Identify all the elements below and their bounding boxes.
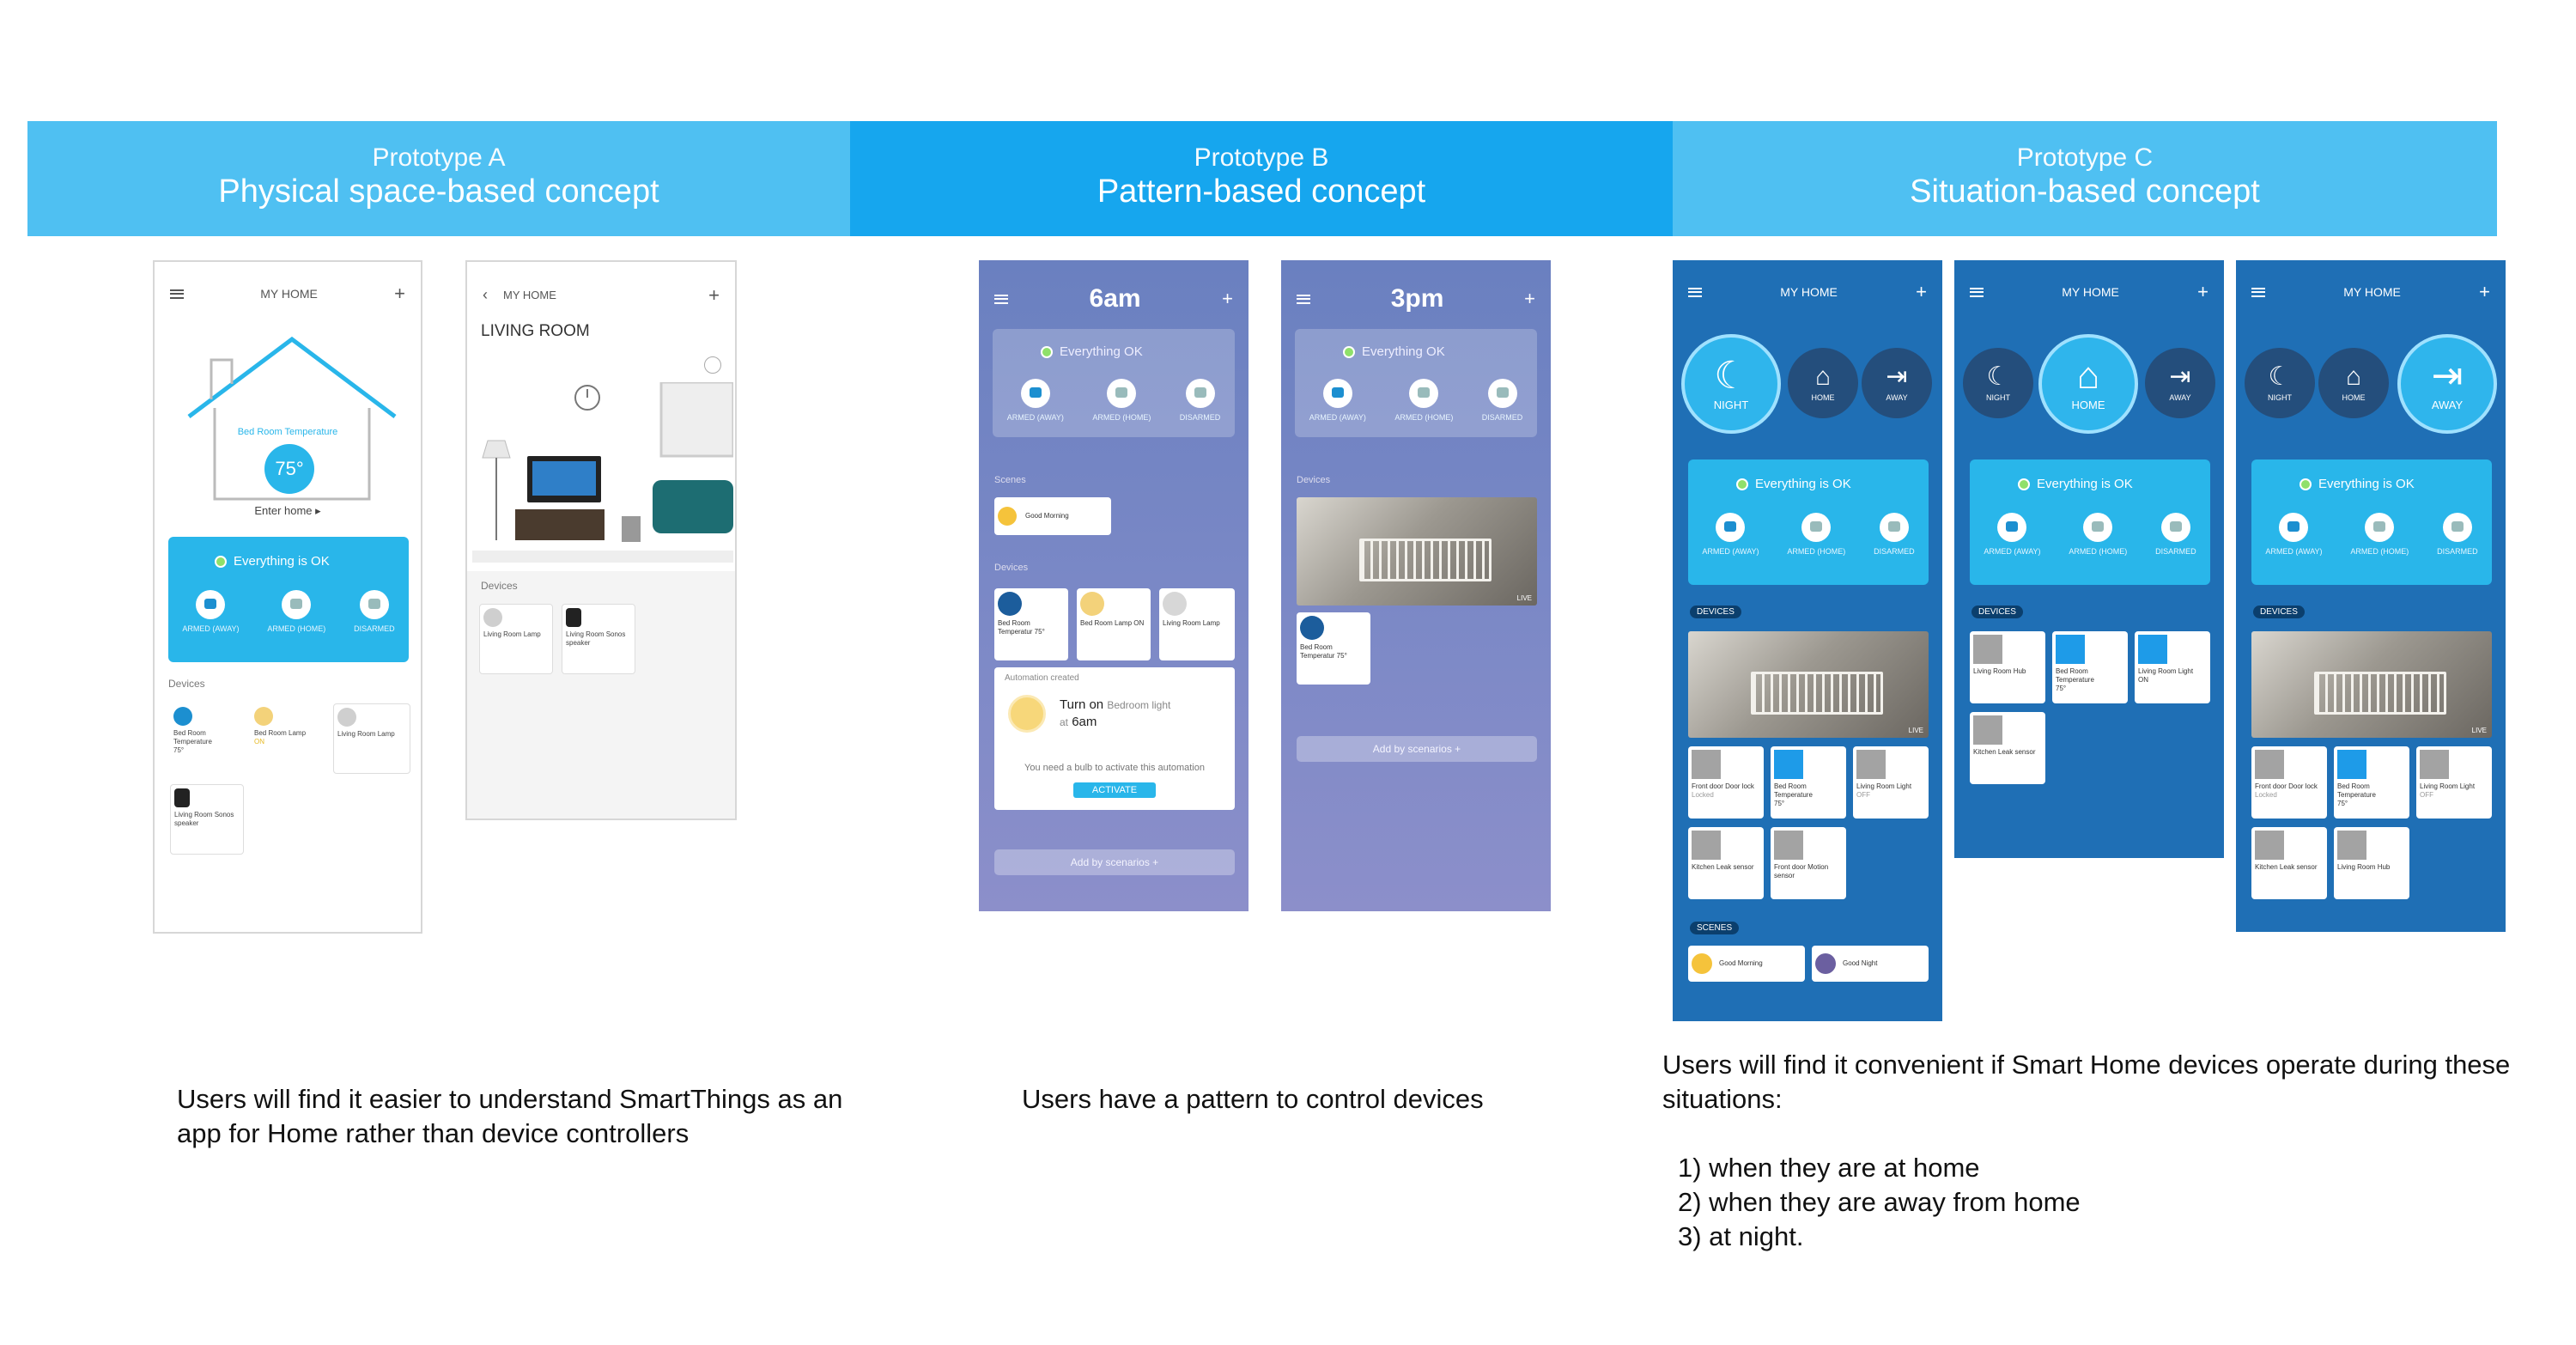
arm-label: DISARMED [354,624,395,633]
menu-icon[interactable] [1688,288,1702,297]
device-tile[interactable] [2135,631,2210,703]
device-tile[interactable] [1297,612,1370,685]
disarm-button[interactable] [354,590,395,633]
device-tile[interactable] [2052,631,2128,703]
arm-label: DISARMED [2437,547,2478,556]
screen-title: MY HOME [2062,285,2119,299]
night-mode-button[interactable] [1681,334,1781,434]
mode-label: HOME [1811,393,1835,402]
device-tile[interactable] [1771,746,1846,819]
light-icon [2138,635,2167,664]
device-name: Living Room Hub [1973,667,2026,675]
arm-away-button[interactable] [1007,379,1064,422]
thermostat-icon [2056,635,2085,664]
screen-title: MY HOME [1780,285,1838,299]
device-value: OFF [2420,791,2433,799]
device-name: Living Room Lamp [483,630,541,638]
away-mode-button[interactable] [2397,334,2497,434]
security-status-card [1970,459,2210,585]
disarm-button[interactable] [2437,513,2478,556]
scene-good-night[interactable] [1812,946,1929,982]
arm-label: ARMED (AWAY) [1702,547,1759,556]
device-name: Living Room Sonos speaker [566,630,626,647]
arm-away-button[interactable] [1309,379,1366,422]
thermostat-icon [2337,750,2366,779]
shield-icon [1488,379,1517,408]
device-tile[interactable] [170,784,244,855]
menu-icon[interactable] [994,295,1008,304]
door-lock-icon [2255,750,2284,779]
arm-label: ARMED (AWAY) [182,624,240,633]
speaker-icon [174,788,190,807]
caption-c-intro: Users will find it convenient if Smart Home devices operate during these situations: [1662,1050,2511,1114]
arm-home-button[interactable] [2350,513,2409,556]
device-value: 75° [173,746,185,754]
hub-icon [1973,635,2002,664]
arm-away-button[interactable] [2265,513,2322,556]
device-name: Front door Motion sensor [1774,863,1829,879]
screen-title: MY HOME [503,289,556,301]
arm-away-button[interactable] [1984,513,2040,556]
camera-feed[interactable] [1297,497,1537,606]
device-name: Bed Room Temperature [2337,782,2376,799]
status-text: Everything is OK [1755,477,1851,491]
device-name: Kitchen Leak sensor [2255,863,2318,871]
device-tile[interactable] [1688,746,1764,819]
column-title: Prototype A [372,143,506,172]
device-name: Front door Door lock [1692,782,1754,790]
scene-name: Good Night [1843,959,1878,967]
device-tile[interactable] [2334,746,2409,819]
shield-icon [1186,379,1215,408]
arm-label: ARMED (AWAY) [2265,547,2323,556]
device-value: ON [254,738,264,746]
temperature-badge[interactable] [264,444,314,494]
security-status-card [1688,459,1929,585]
proto-c-night-screen [1673,260,1942,1021]
device-name: Living Room Sonos speaker [174,811,234,827]
shield-icon [1997,513,2026,542]
status-text: Everything is OK [2037,477,2133,491]
device-value: ON [2138,676,2148,684]
thermostat-icon [998,592,1022,616]
away-mode-button[interactable] [1862,348,1932,418]
scenes-label: Scenes [994,475,1026,485]
device-tile[interactable] [2334,827,2409,899]
proto-b-3pm-screen [1281,260,1551,911]
night-mode-button[interactable] [2245,348,2315,418]
device-name: Bed Room Temperature [1774,782,1813,799]
status-ok-icon [1343,346,1355,358]
camera-feed[interactable] [1688,631,1929,738]
light-icon [1856,750,1886,779]
security-status-card [168,537,409,662]
scene-name: Good Morning [1719,959,1763,967]
add-icon[interactable]: + [708,283,720,306]
add-by-scenarios-button[interactable]: Add by scenarios + [994,849,1235,875]
device-name: Kitchen Leak sensor [1973,748,2036,756]
arm-away-button[interactable] [182,590,239,633]
device-tile[interactable] [2251,746,2327,819]
door-lock-icon [1692,750,1721,779]
device-tile[interactable] [1159,588,1235,660]
living-room-illustration[interactable] [472,382,733,563]
moon-icon: ☾ [2268,362,2292,391]
device-name: Living Room Light [2420,782,2476,790]
arm-home-button[interactable] [2069,513,2127,556]
add-icon[interactable]: + [1524,288,1535,309]
shield-icon [1880,513,1909,542]
shield-icon [1323,379,1352,408]
device-name: Living Room Lamp [1163,619,1220,627]
devices-label: Devices [168,678,205,690]
automation-action: Turn on [1060,697,1104,712]
add-icon[interactable]: + [2197,281,2208,302]
device-tile[interactable] [1853,746,1929,819]
caption-prototype-c [1662,1048,2521,1254]
device-tile[interactable] [251,703,325,774]
live-indicator: LIVE [2471,727,2487,734]
device-tile[interactable] [562,604,635,674]
device-value: 75° [2056,685,2067,692]
status-ok-icon [2018,478,2030,490]
arm-label: DISARMED [1179,413,1221,422]
arm-label: ARMED (AWAY) [1984,547,2041,556]
lamp-icon [254,707,273,726]
disarm-button[interactable] [2155,513,2196,556]
device-name: Living Room Light [1856,782,1912,790]
caption-prototype-b: Users have a pattern to control devices [1022,1084,1484,1114]
device-tile[interactable] [170,703,244,774]
status-ok-icon [1041,346,1053,358]
live-indicator: LIVE [1516,594,1532,602]
column-subtitle: Situation-based concept [1910,173,2260,210]
moon-icon [1815,953,1836,974]
add-icon[interactable]: + [2479,281,2490,302]
scenes-label: SCENES [1690,922,1739,934]
leak-sensor-icon [1973,715,2002,745]
automation-note: You need a bulb to activate this automation [1024,763,1205,773]
status-text: Everything is OK [2318,477,2415,491]
proto-c-away-screen [2236,260,2506,932]
mode-label: AWAY [2169,393,2191,402]
scene-good-morning[interactable] [1688,946,1805,982]
status-ok-icon [1736,478,1748,490]
night-mode-button[interactable] [1963,348,2033,418]
shield-icon [360,590,389,619]
device-name: Bed Room Temperature [2056,667,2094,684]
time-title: 3pm [1390,284,1444,313]
add-icon[interactable]: + [394,283,405,304]
house-icon: ⌂ [1814,362,1832,391]
shield-icon [1409,379,1438,408]
header-prototype-a [27,121,850,236]
caption-c-item: 3) at night. [1678,1221,1804,1251]
home-mode-button[interactable] [1788,348,1858,418]
shield-icon [196,590,225,619]
device-tile[interactable] [1970,631,2045,703]
arm-home-button[interactable] [1394,379,1453,422]
devices-label: Devices [1297,475,1331,485]
device-tile[interactable] [994,588,1068,660]
column-title: Prototype C [2016,143,2154,172]
back-icon[interactable]: ‹ [483,286,488,303]
devices-label: Devices [481,580,518,592]
speaker-icon [566,608,581,627]
arm-home-button[interactable] [1787,513,1845,556]
proto-a-room-screen [465,260,737,820]
header-prototype-b [850,121,1673,236]
add-by-scenarios-button[interactable]: Add by scenarios + [1297,736,1537,762]
mode-label: NIGHT [1986,393,2010,402]
activate-button[interactable]: ACTIVATE [1073,782,1156,798]
device-tile[interactable] [2416,746,2492,819]
devices-label: DEVICES [1971,606,2023,618]
disarm-button[interactable] [1180,379,1221,422]
arm-away-button[interactable] [1702,513,1759,556]
shield-icon [2443,513,2472,542]
add-icon[interactable]: + [1222,288,1233,309]
device-value: Locked [1692,791,1714,799]
devices-label: DEVICES [1690,606,1741,618]
bulb-icon [1008,695,1046,733]
device-name: Bed Room Temperatur 75° [1300,643,1347,660]
arm-label: ARMED (HOME) [267,624,326,633]
status-text: Everything is OK [234,554,330,569]
arm-home-button[interactable] [1092,379,1151,422]
automation-time: 6am [1072,715,1097,729]
hub-icon [2337,831,2366,860]
column-title: Prototype B [1194,143,1329,172]
screen-title: MY HOME [2343,285,2401,299]
room-title: LIVING ROOM [481,322,590,340]
caption-c-item: 2) when they are away from home [1678,1187,2081,1217]
proto-b-6am-screen [979,260,1249,911]
disarm-button[interactable] [1874,513,1915,556]
crib-image [2314,672,2446,715]
shield-icon [1716,513,1745,542]
leak-sensor-icon [1692,831,1721,860]
leak-sensor-icon [2255,831,2284,860]
mode-label: NIGHT [2268,393,2292,402]
device-value: 75° [1774,800,1785,807]
status-text: Everything OK [1362,344,1445,359]
caption-c-item: 1) when they are at home [1678,1153,1980,1183]
device-name: Living Room Light [2138,667,2194,675]
lamp-icon [337,708,356,727]
arm-label: ARMED (HOME) [1394,413,1454,422]
device-tile[interactable] [479,604,553,674]
header-prototype-c [1673,121,2497,236]
live-indicator: LIVE [1908,727,1923,734]
time-title: 6am [1089,284,1141,313]
crib-image [1751,672,1883,715]
crib-image [1359,539,1492,581]
automation-at: at [1060,716,1069,728]
mode-label: AWAY [2431,398,2464,411]
automation-card [994,667,1235,810]
thermostat-icon [1300,616,1324,640]
device-name: Front door Door lock [2255,782,2318,790]
security-status-card [2251,459,2492,585]
device-name: Bed Room Temperatur 75° [998,619,1045,636]
menu-icon[interactable] [1970,288,1984,297]
menu-icon[interactable] [2251,288,2265,297]
temperature-label: Bed Room Temperature [237,427,338,437]
arm-label: DISARMED [1481,413,1523,422]
exit-icon: ⇥ [2431,354,2464,397]
thermostat-icon [173,707,192,726]
proto-a-home-screen [153,260,422,934]
column-subtitle: Pattern-based concept [1097,173,1426,210]
column-subtitle: Physical space-based concept [218,173,659,210]
enter-home-link[interactable]: Enter home ▸ [254,504,321,517]
home-mode-button[interactable] [2318,348,2389,418]
shield-icon [2161,513,2190,542]
lamp-icon [1080,592,1104,616]
device-name: Living Room Lamp [337,730,395,738]
arm-label: DISARMED [1874,547,1915,556]
device-tile[interactable] [333,703,410,774]
arm-label: ARMED (HOME) [2069,547,2128,556]
device-name: Bed Room Temperature [173,729,212,746]
caption-prototype-a: Users will find it easier to understand SmartThings as an app for Home rather than device controllers [177,1084,843,1148]
screen-title: MY HOME [260,287,318,301]
status-ok-icon [2300,478,2312,490]
exit-icon: ⇥ [2169,362,2191,391]
automation-label: Automation created [1005,673,1079,683]
menu-icon[interactable] [170,289,184,299]
mode-label: AWAY [1886,393,1908,402]
device-name: Bed Room Lamp [254,729,307,737]
status-text: Everything OK [1060,344,1143,359]
add-icon[interactable]: + [1916,281,1927,302]
camera-feed[interactable] [2251,631,2492,738]
moon-icon: ☾ [1714,354,1748,397]
arm-label: ARMED (AWAY) [1309,413,1366,422]
device-value: Locked [2255,791,2277,799]
sun-icon [998,507,1017,526]
shield-icon [2279,513,2308,542]
mode-label: HOME [2342,393,2366,402]
arm-label: ARMED (AWAY) [1006,413,1064,422]
arm-label: ARMED (HOME) [2350,547,2409,556]
house-icon: ⌂ [2345,362,2362,391]
device-tile[interactable] [1688,827,1764,899]
moon-icon: ☾ [1986,362,2010,391]
shield-icon [1107,379,1136,408]
arm-home-button[interactable] [267,590,325,633]
proto-c-home-screen [1954,260,2224,858]
shield-icon [1021,379,1050,408]
away-mode-button[interactable] [2145,348,2215,418]
devices-label: Devices [994,563,1029,573]
devices-section [467,571,735,819]
arm-label: ARMED (HOME) [1787,547,1846,556]
device-tile[interactable] [2251,827,2327,899]
device-value: 75° [2337,800,2348,807]
device-name: Bed Room Lamp ON [1080,619,1145,627]
device-tile[interactable] [1771,827,1846,899]
more-options-icon[interactable] [704,356,721,374]
home-mode-button[interactable] [2038,334,2138,434]
disarm-button[interactable] [1482,379,1523,422]
motion-sensor-icon [1774,831,1803,860]
mode-label: NIGHT [1713,398,1749,411]
device-name: Living Room Hub [2337,863,2391,871]
device-tile[interactable] [1077,588,1151,660]
lamp-icon [1163,592,1187,616]
mode-label: HOME [2071,398,2105,411]
temperature-value: 75° [275,458,304,479]
security-status-card [993,329,1235,437]
device-name: Kitchen Leak sensor [1692,863,1754,871]
shield-icon [2365,513,2394,542]
exit-icon: ⇥ [1886,362,1908,391]
house-icon: ⌂ [2076,354,2100,397]
devices-label: DEVICES [2253,606,2305,618]
lamp-icon [483,608,502,627]
shield-icon [2083,513,2112,542]
scene-good-morning[interactable] [994,497,1111,535]
status-ok-icon [215,556,227,568]
menu-icon[interactable] [1297,295,1310,304]
thermostat-icon [1774,750,1803,779]
automation-device: Bedroom light [1107,699,1171,711]
device-tile[interactable] [1970,712,2045,784]
device-value: OFF [1856,791,1870,799]
scene-name: Good Morning [1025,512,1069,520]
arm-label: ARMED (HOME) [1092,413,1151,422]
security-status-card [1295,329,1537,437]
light-icon [2420,750,2449,779]
arm-label: DISARMED [2155,547,2196,556]
shield-icon [282,590,311,619]
sun-icon [1692,953,1712,974]
shield-icon [1801,513,1831,542]
